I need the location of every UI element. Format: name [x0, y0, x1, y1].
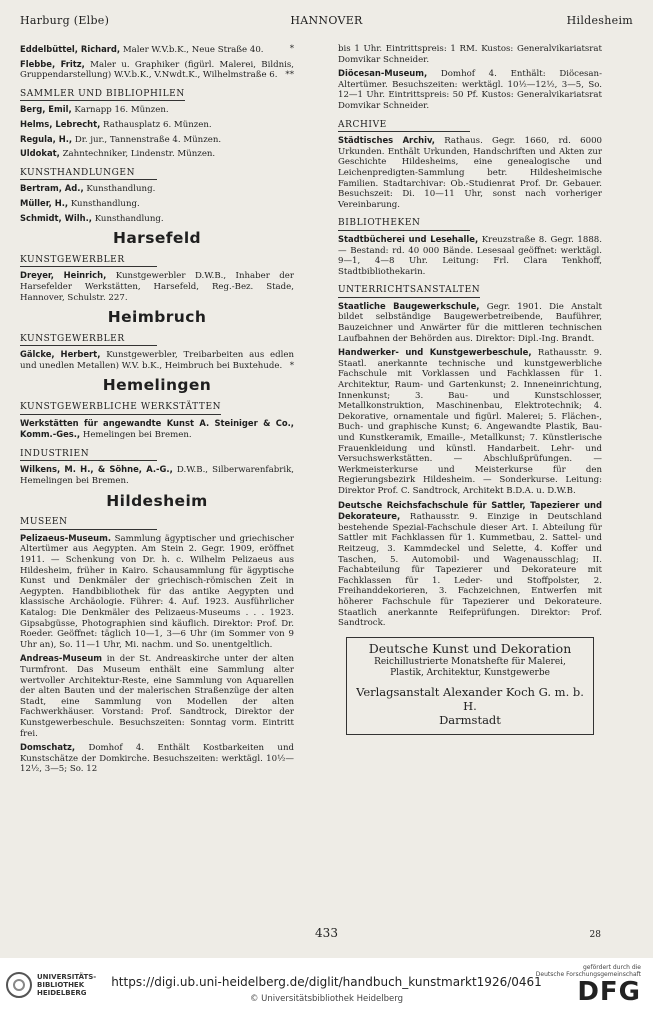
city-heading-hemelingen: Hemelingen — [102, 376, 212, 395]
entry-berg: Berg, Emil, Karnapp 16. Münzen. — [20, 104, 169, 116]
entry-uldokat: Uldokat, Zahntechniker, Lindenstr. Münzen. — [20, 148, 216, 160]
running-header-right: Hildesheim — [566, 14, 633, 27]
section-heading-archive: ARCHIVE — [338, 120, 470, 133]
entry-helms: Helms, Lebrecht, Rathausplatz 6. Münzen. — [20, 118, 212, 130]
advertisement-box — [346, 637, 594, 736]
ad-title: Deutsche Kunst und Dekoration — [368, 640, 572, 656]
section-heading-kunstgewerbler: KUNSTGEWERBLER — [20, 255, 157, 268]
entry-andreas: Andreas-Museum in der St. Andreaskirche unter der alten Turmfront. Das Museum enthält eine Sammlung alter wertvoller Architektur-Reste, eine Sammlung von Aquarellen der alten Bauten und der malerischen Straßenzüge der alten Stadt, eine Sammlung von Modellen der alten Fachwerkhäuser. Vorstand: Prof. Sandtrock, Direktor der Kunstgewerbeschule. Besuchszeiten: Sonntag vorm. Eintritt frei. — [20, 653, 295, 739]
section-heading-kunsthandlungen: KUNSTHANDLUNGEN — [20, 168, 157, 181]
running-header-left: Harburg (Elbe) — [20, 14, 110, 27]
section-heading-unterricht: UNTERRICHTSANSTALTEN — [338, 285, 480, 298]
university-library-logo: UNIVERSITÄTS- BIBLIOTHEK HEIDELBERG — [6, 972, 96, 998]
entry-reichsfachschule: Deutsche Reichsfachschule für Sattler, Tapezierer und Dekorateure, Rathausstr. 9. Einzige in Deutschland bestehende Spezial-Fachschule dieser Art. I. Abteilung für Sattler mit Fachklassen für 1. Kummetbau, 2. Sattel- und Reitzeug, 3. Kammdeckel und Selette, 4. Koffer und Taschen, 5. Automobil- und Wagenausschlag; II. Fachabteilung für Tapezierer und Dekorateure mit Fachklassen für 1. Leder- und Stoffpolster, 2. Freihanddekorieren, 3. Fachzeichnen, Entwerfen mit höherer Fachschule für Tapezierer und Dekorateure. Staatlich anerkannte Reifeprüfungen. Direktor: Prof. Sandtrock. — [338, 499, 602, 629]
entry-bertram: Bertram, Ad., Kunsthandlung. — [20, 183, 156, 195]
entry-schmidt: Schmidt, Wilh., Kunsthandlung. — [20, 212, 164, 224]
entry-werkstaetten: Werkstätten für angewandte Kunst A. Steiniger & Co., Komm.-Ges., Hemelingen bei Bremen. — [20, 417, 294, 441]
entry-mueller: Müller, H., Kunsthandlung. — [20, 197, 140, 209]
city-heading-harsefeld: Harsefeld — [112, 229, 202, 248]
entry-archiv: Städtisches Archiv, Rathaus. Gegr. 1660, rd. 6000 Urkunden. Enthält Urkunden, Handschriften und Akten zur Geschichte Hildesheims, eine genealogische und Leichenpredigten-Sammlung betr. Hildesheimische Familien. Stadtarchivar: Ob.-Studienrat Prof. Dr. Gebauer. Besuchszeit: Di. 10—11 Uhr, sonst nach vorheriger Vereinbarung. — [338, 135, 603, 210]
section-heading-kunstgewerbler: KUNSTGEWERBLER — [20, 334, 157, 347]
right-column — [338, 44, 602, 735]
entry-handwerker: Handwerker- und Kunstgewerbeschule, Rathausstr. 9. Staatl. anerkannte technische und kunstgewerbliche Fachschule mit Vorklassen und Fachklassen für 1. Architektur, Raum- und Gartenkunst; 2. Inneneinrichtung, Innenkunst; 3. Bau- und Kunstschlosser, Metallkonstruktion, Maschinenbau, Elektrotechnik; 4. Dekorative, ornamentale und figürl. Malerei; 5. Flächen-, Buch- und graphische Kunst; 6. Angewandte Plastik, Bau- und Kunstkeramik, Emaille-, Metallkunst; 7. Künstlerische Frauenkleidung und künstl. Handarbeit. Lehr- und Versuchswerkstätten. — Abschlußprüfungen. — Werkmeisterkurse und Meisterkurse für den Regierungsbezirk Hildesheim. — Sonderkurse. Leitung: Direktor Prof. C. Sandtrock, Architekt B.D.A. u. D.W.B. — [338, 347, 602, 496]
ad-subtitle: Reichillustrierte Monatshefte für Malerei, Plastik, Architektur, Kunstgewerbe — [374, 657, 566, 679]
entry-dreyer: Dreyer, Heinrich, Kunstgewerbler D.W.B., Inhaber der Harsefelder Werkstätten, Harsefeld, Reg.-Bez. Stade, Hannover, Schulstr. 227. — [20, 270, 295, 303]
printer-signature: 28 — [589, 930, 601, 940]
entry-gaelcke: Gälcke, Herbert, Kunstgewerbler, Treibarbeiten aus edlen und unedlen Metallen) W.V. b.K., Heimbruch bei Buxtehude. * — [20, 349, 294, 371]
section-heading-museen: MUSEEN — [20, 517, 157, 530]
entry-pelizaeus: Pelizaeus-Museum. Sammlung ägyptischer und griechischer Altertümer aus Aegypten. Am Stein 2. Gegr. 1909, eröffnet 1911. — Schenkung von Dr. h. c. Wilhelm Pelizaeus aus Hildesheim, früher in Kairo. Schausammlung für ägyptische Kunst und Denkmäler der griechisch-römischen Zeit in Aegypten. Handbibliothek für das antike Aegypten und klassische Archäologie. Führer: 4. Auf. 1923. Ausführlicher Katalog: Die Denkmäler des Pelizaeus-Museums . . . 1923. Gipsabgüsse, Photographien sind käuflich. Direktor: Prof. Dr. Roeder. Geöffnet: täglich 10—1, 3—6 Uhr (im Sommer von 9 Uhr an), So. 11—1 Uhr, Mi. nachm. und So. unentgeltlich. — [20, 532, 294, 650]
running-header-center: HANNOVER — [290, 14, 363, 27]
entry-regula: Regula, H., Dr. jur., Tannenstraße 4. Münzen. — [20, 133, 222, 145]
section-heading-sammler: SAMMLER UND BIBLIOPHILEN — [20, 89, 185, 102]
entry-flebbe: Flebbe, Fritz, Maler u. Graphiker (figürl. Malerei, Bildnis, Gruppendarstellung) W.V.b.K., V.Nwdt.K., Wilhelmstraße 6. ** — [20, 58, 294, 81]
entry-dioecesan: Diöcesan-Museum, Domhof 4. Enthält: Diöcesan-Altertümer. Besuchszeiten: werktägl. 10½—12½, 3—5, So. 12—1 Uhr. Eintrittspreis: 50 Pf. Kustos: Generalvikariatsrat Domvikar Schneider. — [338, 68, 602, 111]
section-heading-werkstaetten: KUNSTGEWERBLICHE WERKSTÄTTEN — [20, 402, 221, 415]
entry-stadtbuecherei: Stadtbücherei und Lesehalle, Kreuzstraße 8. Gegr. 1888. — Bestand: rd. 40 000 Bände. Lesesaal geöffnet: werktägl. 9—1, 4—8 Uhr. Leitung: Frl. Clara Tenkhoff, Stadtbibliothekarin. — [338, 233, 602, 277]
permalink-url[interactable]: https://digi.ub.uni-heidelberg.de/diglit/handbuch_kunstmarkt1926/0461 — [111, 975, 542, 989]
page-number: 433 — [315, 926, 338, 940]
section-heading-bibliotheken: BIBLIOTHEKEN — [338, 218, 470, 231]
copyright-notice: © Universitätsbibliothek Heidelberg — [249, 994, 403, 1004]
left-column — [20, 44, 294, 778]
entry-baugewerkschule: Staatliche Baugewerkschule, Gegr. 1901. Die Anstalt bildet selbständige Baugewerbetreibende, Bauführer, Bauzeichner und Anwärter für die mittleren technischen Laufbahnen der Behörden aus. Direktor: Dipl.-Ing. Brandt. — [338, 300, 602, 344]
entry-eddelbuettel: Eddelbüttel, Richard, Maler W.V.b.K., Neue Straße 40. * — [20, 44, 294, 55]
entry-wilkens: Wilkens, M. H., & Söhne, A.-G., D.W.B., Silberwarenfabrik, Hemelingen bei Bremen. — [20, 464, 295, 487]
viewer-footer — [0, 958, 653, 1014]
entry-domschatz: Domschatz, Domhof 4. Enthält Kostbarkeiten und Kunstschätze der Domkirche. Besuchszeiten: werktägl. 10½— 12½, 3—5; So. 12 — [20, 742, 294, 775]
entry-domschatz-continued: bis 1 Uhr. Eintrittspreis: 1 RM. Kustos: Generalvikariatsrat Domvikar Schneider. — [338, 44, 602, 65]
ad-publisher: Verlagsanstalt Alexander Koch G. m. b. H. Darmstadt — [356, 685, 584, 728]
section-heading-industrien: INDUSTRIEN — [20, 449, 157, 462]
city-heading-heimbruch: Heimbruch — [107, 308, 207, 327]
city-heading-hildesheim: Hildesheim — [106, 491, 208, 510]
dfg-logo: gefördert durch die Deutsche Forschungsgemeinschaft DFG — [535, 964, 641, 1007]
